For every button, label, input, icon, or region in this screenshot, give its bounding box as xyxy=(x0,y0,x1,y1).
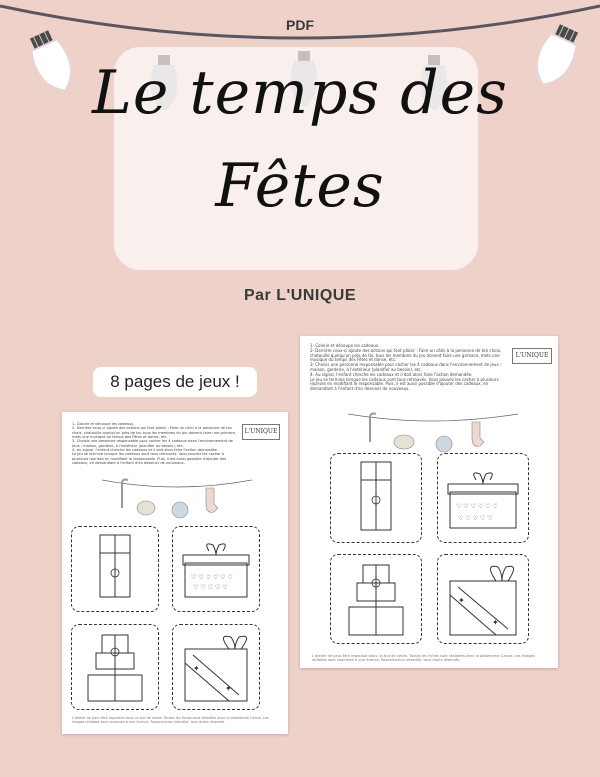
title-line-1: Le temps des xyxy=(92,58,508,128)
ornament-ball-icon xyxy=(436,436,452,452)
gift-card xyxy=(437,453,529,543)
pdf-label: PDF xyxy=(286,17,314,33)
gift-card xyxy=(172,526,260,612)
gift-stack-icon xyxy=(72,625,158,709)
gift-card xyxy=(71,624,159,710)
gift-card xyxy=(437,554,529,644)
ornament-ball-icon xyxy=(172,502,188,518)
stocking-icon xyxy=(206,488,218,512)
svg-text:✦: ✦ xyxy=(193,664,200,673)
title-line-2: Fêtes xyxy=(215,151,385,221)
sheet-logo: L'UNIQUE xyxy=(242,424,280,440)
gift-tower-icon xyxy=(331,454,421,542)
svg-text:♡ ♡ ♡ ♡ ♡: ♡ ♡ ♡ ♡ ♡ xyxy=(458,515,493,522)
gift-card xyxy=(330,554,422,644)
sheet-instructions: 1- Colorie et découpe les cadeaux. 2- Derrière ceux-ci ajoute des actions qui font plaisir : Faire un câlin à la personne de ton choix, chatouille quelqu'un près de toi, tous les membres du jeu doivent faire une grimace, mets une musique du temps des Fêtes et danse, etc. 3- Choisis une personne responsable pour cacher les 4 cadeaux dans l'environnement de jeux : maison, garderie, à l'extérieur (planifier au besoin), etc. 4- Au signal, l'enfant cherche les cadeaux et il doit alors faire l'action demandée. Le jeu se termine lorsque les cadeaux sont tous retrouvés. Vous pouvez les cacher à plusieurs reprises en modifiant le responsable. Puis, il est aussi possible d'ajouter des cadeaux, en demandant à l'enfant d'en dessiner de nouveaux. xyxy=(310,343,502,392)
svg-text:♡ ♡ ♡ ♡ ♡: ♡ ♡ ♡ ♡ ♡ xyxy=(193,584,228,591)
svg-text:✦: ✦ xyxy=(458,596,465,605)
gift-card xyxy=(71,526,159,612)
gift-box-icon xyxy=(394,435,414,449)
gift-hearts-icon xyxy=(173,527,259,611)
sheet-footer: L'atelier ne peut être reproduit dans un but de vente. Toutes les fiches sont réalisées avec la plateforme Canva. Les images utilisées sont soumises à une licence. Reproduction interdite, tous droits réservés. xyxy=(312,654,535,663)
sheet-logo: L'UNIQUE xyxy=(512,348,552,364)
gift-bow-icon xyxy=(438,555,528,643)
ornament-garland xyxy=(102,474,252,522)
gift-tower-icon xyxy=(72,527,158,611)
gift-stack-icon xyxy=(331,555,421,643)
stocking-icon xyxy=(472,422,484,446)
sheet-footer: L'atelier ne peut être reproduit dans un but de vente. Toutes les fiches sont réalisées avec la plateforme Canva. Les images utilisées sont soumises à une licence. Reproduction interdite, tous droits réservés. xyxy=(72,716,269,725)
worksheet-preview-right xyxy=(300,336,558,668)
svg-text:✦: ✦ xyxy=(225,684,232,693)
svg-text:✦: ✦ xyxy=(492,618,499,627)
ornament-garland xyxy=(348,408,518,456)
gift-card xyxy=(172,624,260,710)
gift-hearts-icon xyxy=(438,454,528,542)
gift-bow-icon xyxy=(173,625,259,709)
worksheet-preview-left xyxy=(62,412,288,734)
svg-text:♡ ♡ ♡ ♡ ♡ ♡: ♡ ♡ ♡ ♡ ♡ ♡ xyxy=(456,503,498,510)
byline: Par L'UNIQUE xyxy=(243,287,357,304)
pages-badge: 8 pages de jeux ! xyxy=(93,367,257,397)
svg-text:♡ ♡ ♡ ♡ ♡ ♡: ♡ ♡ ♡ ♡ ♡ ♡ xyxy=(191,574,233,581)
gift-box-icon xyxy=(137,501,155,515)
sheet-instructions: 1- Colorie et découpe les cadeaux. 2- Derrière ceux-ci ajoute des actions qui font plaisir : Faire un câlin à la personne de ton choix, chatouille quelqu'un près de toi, tous les membres du jeu doivent faire une grimace, mets une musique du temps des Fêtes et danse, etc. 3- Choisis une personne responsable pour cacher les 4 cadeaux dans l'environnement de jeux : maison, garderie, à l'extérieur (planifier au besoin), etc. 4- Au signal, l'enfant cherche les cadeaux et il doit alors faire l'action demandée. Le jeu se termine lorsque les cadeaux sont tous retrouvés. Vous pouvez les cacher à plusieurs reprises en modifiant le responsable. Puis, il est aussi possible d'ajouter des cadeaux, en demandant à l'enfant d'en dessiner de nouveaux. xyxy=(72,422,237,465)
gift-card xyxy=(330,453,422,543)
